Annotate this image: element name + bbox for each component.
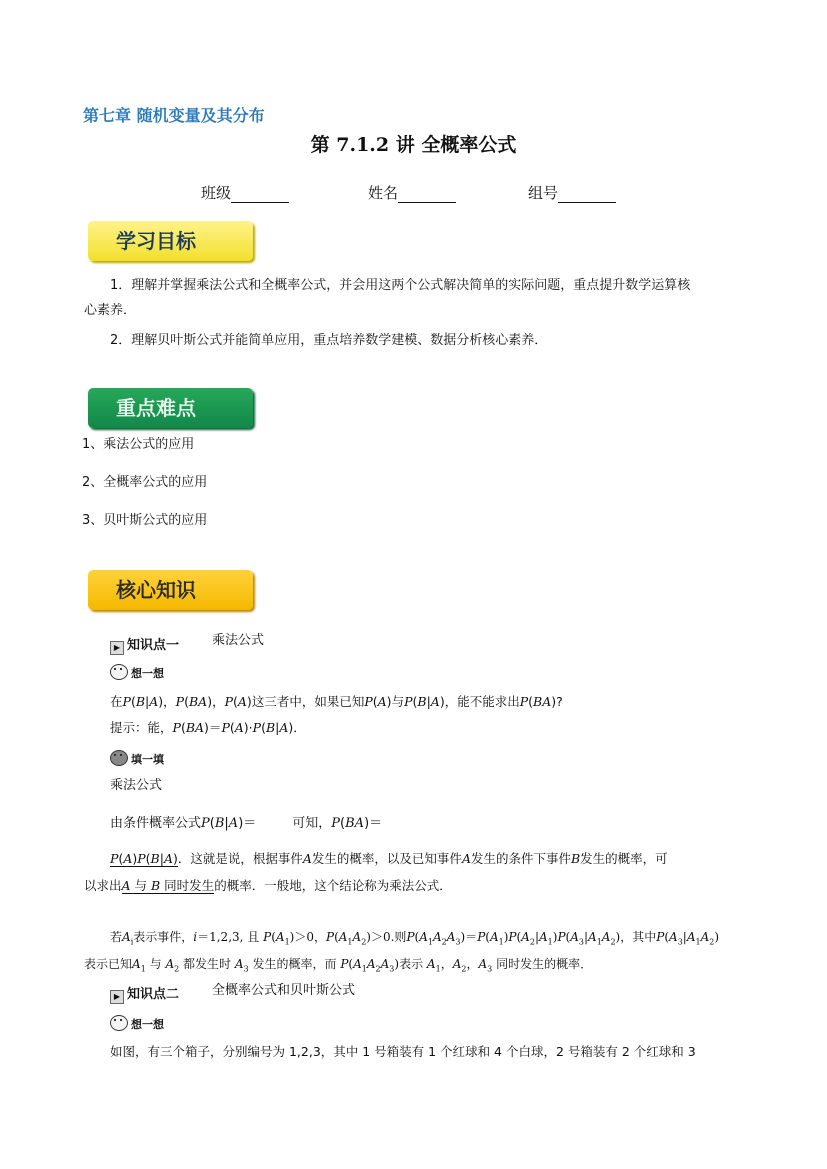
class-label: 班级	[201, 184, 232, 202]
key-point-1: 1、乘法公式的应用	[82, 437, 195, 452]
think2-label: 想一想	[131, 1018, 164, 1031]
formula: P	[175, 694, 185, 709]
hint-prefix: 提示：能，	[110, 720, 173, 735]
formula: A	[149, 694, 159, 709]
multiplication-paragraph-line-2: 以求出A 与 B 同时发生的概率．一般地，这个结论称为乘法公式．	[84, 878, 452, 893]
gen-d: 则	[394, 930, 407, 944]
para-a: ．这就是说，根据事件	[177, 851, 303, 866]
think-question: 在P(B|A)，P(BA)，P(A)这三者中，如果已知P(A)与P(B|A)，能不能求出P(BA)?	[110, 694, 563, 709]
fill-title: 乘法公式	[110, 778, 163, 793]
group-blank[interactable]	[558, 186, 616, 203]
group-label: 组号	[528, 184, 559, 202]
general-formula-line-1: 若$A_i$表示事件，i＝1,2,3, 且 $P(A_1)>0$，$P(A_1A_2)>0$.则$P(A_1A_2A_3)=P(A_1)P(A_2|A_1)P(A_3|A_1A_2)$，其中$P(A_3|A_1A_2)$	[110, 930, 720, 947]
gen-g: 与	[149, 957, 162, 971]
q-text-b: 这三者中，如果已知	[251, 694, 365, 709]
formula: P	[122, 694, 131, 709]
para-f: 同时发生	[164, 878, 215, 893]
page-title: 第 7.1.2 讲 全概率公式	[310, 134, 517, 156]
gen-i: 发生的概率，而	[252, 957, 337, 971]
name-blank[interactable]	[398, 186, 456, 203]
kp1-label: 知识点一	[127, 638, 180, 653]
name-field	[368, 182, 456, 203]
face-icon	[110, 1015, 128, 1031]
knowledge-point-1	[110, 634, 179, 655]
cond-known: 可知，	[292, 816, 332, 831]
general-formula-line-2: 表示已知$A_1$ 与 $A_2$ 都发生时 $A_3$ 发生的概率，而 $P(A_1A_2A_3)$表示 $A_1$，$A_2$，$A_3$ 同时发生的概率．	[84, 957, 593, 974]
cond-text: 由条件概率公式	[110, 816, 202, 831]
think-marker-2	[110, 1015, 164, 1032]
think-marker	[110, 664, 164, 681]
formula: P	[224, 694, 233, 709]
key-point-2: 2、全概率公式的应用	[82, 475, 208, 490]
boxes-problem: 如图，有三个箱子，分别编号为 1,2,3，其中 1 号箱装有 1 个红球和 4 个白球，2 号箱装有 2 个红球和 3	[110, 1044, 696, 1059]
para-c: 发生的条件下事件	[470, 851, 571, 866]
formula: P	[519, 694, 529, 709]
formula: P	[364, 694, 373, 709]
name-label: 姓名	[368, 184, 399, 202]
kp2-label: 知识点二	[127, 987, 180, 1002]
cond-prob-line: 由条件概率公式P(B|A)＝ 可知，P(BA)＝	[110, 816, 383, 831]
q-text-a: 在	[110, 694, 123, 709]
kp1-title: 乘法公式	[212, 633, 265, 648]
formula: B	[417, 694, 427, 709]
para-e: 以求出	[84, 878, 122, 893]
para-g: 的概率．一般地，这个结论称为乘法公式．	[214, 878, 452, 893]
fill-label: 填一填	[131, 753, 164, 766]
face-icon	[110, 664, 128, 680]
para-d: 发生的概率，可	[580, 851, 668, 866]
key-points-badge: 重点难点	[88, 388, 253, 428]
q-text-c: 与	[391, 694, 405, 709]
core-knowledge-badge: 核心知识	[88, 570, 253, 610]
group-field	[528, 182, 616, 203]
gen-b: 表示事件，	[133, 930, 194, 944]
class-field	[201, 182, 289, 203]
knowledge-point-2	[110, 983, 179, 1004]
gen-f: 表示已知	[84, 957, 133, 971]
gen-h: 都发生时	[183, 957, 232, 971]
formula: B	[135, 694, 146, 709]
goal-1-line-2: 心素养．	[84, 303, 137, 318]
formula: A	[430, 694, 440, 709]
class-blank[interactable]	[231, 186, 289, 203]
gen-e: ，其中	[620, 930, 657, 944]
think-label: 想一想	[131, 667, 164, 680]
goal-2: 2．理解贝叶斯公式并能简单应用，重点培养数学建模、数据分析核心素养．	[110, 333, 548, 348]
q-text-e: ?	[556, 694, 563, 709]
play-icon: ▶	[110, 990, 124, 1004]
pencil-face-icon	[110, 750, 128, 766]
gen-k: 同时发生的概率．	[496, 957, 593, 971]
multiplication-paragraph-line-1: P(A)P(B|A)．这就是说，根据事件A发生的概率，以及已知事件A发生的条件下事件B发生的概率，可	[110, 851, 668, 866]
formula: A	[237, 694, 247, 709]
kp2-title: 全概率公式和贝叶斯公式	[212, 983, 356, 998]
formula: P	[404, 694, 413, 709]
q-text-d: ，能不能求出	[444, 694, 520, 709]
hint: 提示：能，P(BA)＝P(A)·P(B|A)．	[110, 720, 306, 735]
fill-marker	[110, 750, 164, 767]
gen-j: 表示	[399, 957, 424, 971]
gen-c: 且	[247, 930, 260, 944]
chapter-heading: 第七章 随机变量及其分布	[83, 106, 265, 125]
play-icon: ▶	[110, 641, 124, 655]
para-b: 发生的概率，以及已知事件	[311, 851, 462, 866]
key-point-3: 3、贝叶斯公式的应用	[82, 513, 208, 528]
goals-badge: 学习目标	[88, 221, 253, 261]
gen-a: 若	[110, 930, 123, 944]
formula: A	[377, 694, 387, 709]
formula: BA	[188, 694, 208, 709]
goal-1-line-1: 1．理解并掌握乘法公式和全概率公式，并会用这两个公式解决简单的实际问题，重点提升数学运算核	[110, 278, 691, 293]
formula: BA	[533, 694, 552, 709]
